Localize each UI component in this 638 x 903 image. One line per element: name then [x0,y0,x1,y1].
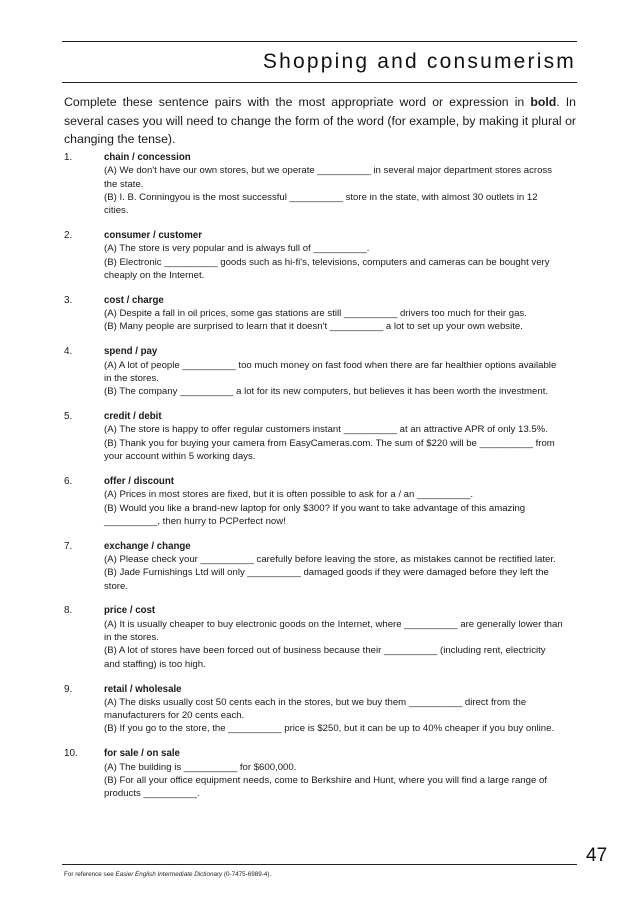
page-number: 47 [586,845,608,866]
exercise-item [64,410,564,463]
exercise-item [64,294,564,334]
sentence-b: (B) Would you like a brand-new laptop for only $300? If you want to take advantage of this amazing __________, then hurry to PCPerfect now! [104,502,526,527]
sentence-b: (B) I. B. Conningyou is the most successful __________ store in the state, with almost 30 outlets in 12 cities. [104,191,538,217]
sentence-a: (A) A lot of people __________ too much money on fast food when there are far healthier options available in the stores. [104,359,557,384]
header-bottom-rule [62,82,577,83]
word-pair: consumer / customer [104,230,202,242]
header-top-rule [62,41,577,42]
item-number: 4. [64,346,73,358]
exercise-item [64,604,564,670]
item-number: 7. [64,540,73,552]
word-pair: chain / concession [104,152,191,163]
instructions-text-before: Complete these sentence pairs with the most appropriate word or expression in [64,95,531,109]
sentence-b: (B) Thank you for buying your camera from EasyCameras.com. The sum of $220 will be __________ from your account within 5 working days. [104,437,555,463]
exercise-item [64,345,564,398]
word-pair: for sale / on sale [104,748,180,760]
exercise-item [64,151,564,217]
sentence-b: (B) For all your office equipment needs, come to Berkshire and Hunt, where you will find a large range of products __________. [104,774,547,800]
sentence-a: (A) The building is __________ for $600,000. [104,761,297,773]
sentence-b: (B) Many people are surprised to learn that it doesn't __________ a lot to set up your own website. [104,321,523,333]
word-pair: exchange / change [104,540,191,552]
exercise-item [64,540,564,593]
footer-suffix: (0-7475-6989-4). [222,871,272,878]
sentence-b: (B) If you go to the store, the __________ price is $250, but it can be up to 40% cheaper if you buy online. [104,723,555,735]
sentence-a: (A) The store is very popular and is always full of __________. [104,243,370,255]
sentence-a: (A) Despite a fall in oil prices, some gas stations are still __________ drivers too much for their gas. [104,308,527,320]
exercise-item [64,747,564,800]
item-number: 5. [64,411,73,423]
sentence-b: (B) A lot of stores have been forced out of business because their __________ (including rent, electricity and staffing) is too high. [104,645,546,670]
sentence-a: (A) Prices in most stores are fixed, but it is often possible to ask for a / an __________. [104,489,474,501]
footer-prefix: For reference see [64,871,116,878]
sentence-b: (B) Electronic __________ goods such as hi-fi's, televisions, computers and cameras can be bought very cheaply on the Internet. [104,256,550,281]
instructions [64,93,576,149]
word-pair: credit / debit [104,411,162,423]
footer-book-title: Easier English Intermediate Dictionary [115,871,223,878]
sentence-b: (B) Jade Furnishings Ltd will only __________ damaged goods if they were damaged before they left the store. [104,567,549,592]
item-number: 2. [64,230,73,242]
sentence-b: (B) The company __________ a lot for its new computers, but believes it has been worth the investment. [104,386,549,398]
item-number: 9. [64,683,73,695]
sentence-a: (A) We don't have our own stores, but we operate __________ in several major department stores across the state. [104,165,553,190]
item-number: 10. [64,748,78,760]
sentence-a: (A) It is usually cheaper to buy electronic goods on the Internet, where __________ are generally lower than in the stores. [104,618,563,644]
footer-reference [64,871,271,878]
instructions-bold-word: bold [530,95,557,109]
sentence-a: (A) The store is happy to offer regular customers instant __________ at an attractive APR of only 13.5%. [104,424,548,436]
word-pair: spend / pay [104,346,158,358]
footer-rule [62,864,577,865]
word-pair: retail / wholesale [104,683,182,695]
item-number: 6. [64,475,73,487]
exercise-list [64,151,564,812]
word-pair: cost / charge [104,294,164,306]
sentence-a: (A) The disks usually cost 50 cents each in the stores, but we buy them __________ direct from the manufacturers for 20 cents each. [104,696,527,722]
exercise-item [64,475,564,528]
sentence-a: (A) Please check your __________ carefully before leaving the store, as mistakes cannot be rectified later. [104,553,556,565]
instructions-text-after: . In several cases you will need to change the form of the word (for example, by making it plural or changing the tense). [64,95,577,146]
word-pair: price / cost [104,605,156,617]
page-title: Shopping and consumerism [262,50,576,73]
exercise-item [64,229,564,282]
item-number: 8. [64,605,73,617]
item-number: 1. [64,152,73,163]
exercise-item [64,683,564,736]
item-number: 3. [64,294,73,306]
word-pair: offer / discount [104,475,174,487]
